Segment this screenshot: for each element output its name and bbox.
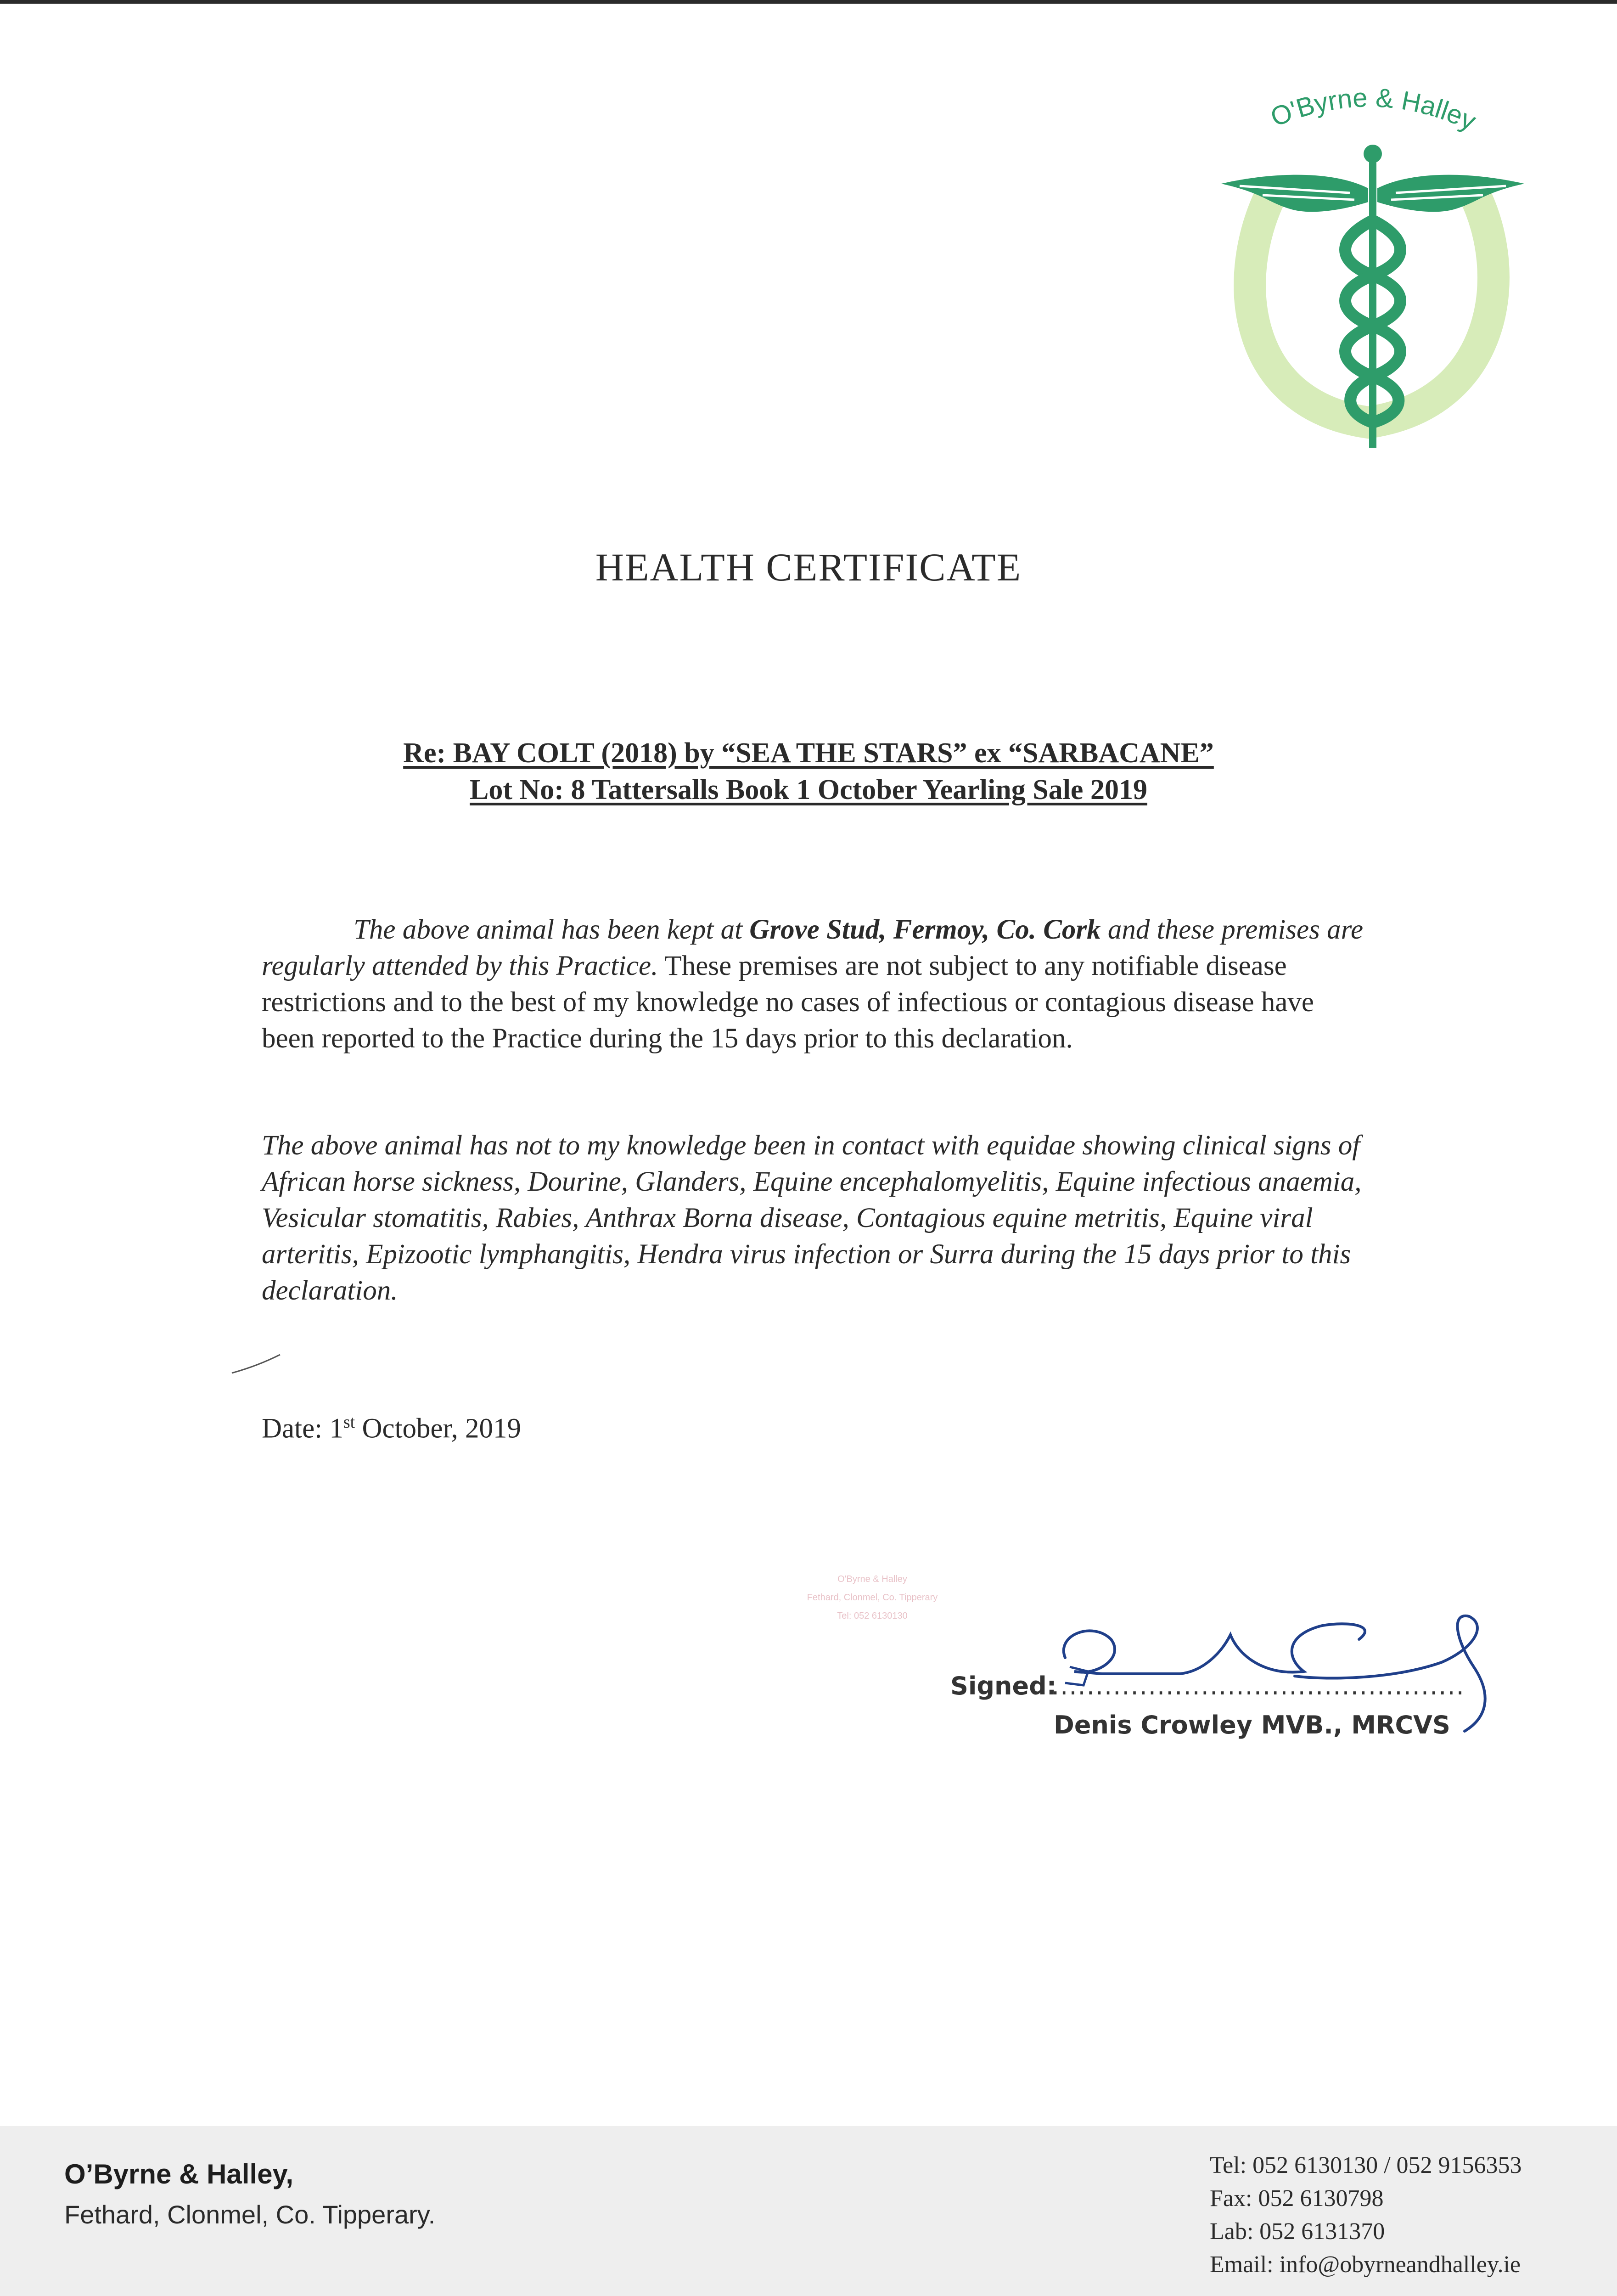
caduceus-logo-icon <box>1212 55 1533 459</box>
staff-shape <box>1369 154 1376 448</box>
footer-email: Email: info@obyrneandhalley.ie <box>1210 2251 1521 2278</box>
footer-contact <box>1210 2149 1522 2281</box>
footer-address: Fethard, Clonmel, Co. Tipperary. <box>64 2200 436 2229</box>
reference-horse: Re: BAY COLT (2018) by “SEA THE STARS” ex “SARBACANE” <box>403 737 1214 769</box>
pen-mark <box>230 1350 285 1378</box>
footer <box>0 2126 1617 2296</box>
premises-paragraph <box>262 912 1373 1057</box>
practice-logo <box>1212 55 1533 459</box>
declaration-date <box>262 1412 521 1445</box>
contact-paragraph: The above animal has not to my knowledge been in contact with equidae showing clinical signs of African horse sickness, Dourine, Glanders, Equine encephalomyelitis, Equine infectious anaemia, Vesicular stomatitis, Rabies, Anthrax Borna disease, Contagious equine metritis, Equine viral arteritis, Epizootic lymphangitis, Hendra virus infection or Surra during the 15 days prior to this declaration. <box>262 1130 1362 1306</box>
premises-place: Grove Stud, Fermoy, Co. Cork <box>749 914 1101 945</box>
stamp-line-2: Fethard, Clonmel, Co. Tipperary <box>807 1593 938 1603</box>
logo-text: O'Byrne & Halley <box>1266 83 1481 137</box>
signature-line: ............................................... <box>1051 1671 1465 1700</box>
signer-name: Denis Crowley MVB., MRCVS <box>1054 1711 1450 1739</box>
footer-fax: Fax: 052 6130798 <box>1210 2185 1384 2212</box>
date-suffix: st <box>343 1412 355 1432</box>
premises-text-b: and these premises are regularly attended by this Practice. <box>262 914 1364 981</box>
staff-knob <box>1364 145 1382 163</box>
premises-text-a: The above animal has been kept at <box>354 914 750 945</box>
signed-label: Signed: <box>950 1671 1057 1700</box>
reference-block <box>0 735 1617 808</box>
date-label: Date: 1 <box>262 1413 343 1444</box>
footer-company: O’Byrne & Halley, <box>64 2159 294 2189</box>
footer-lab: Lab: 052 6131370 <box>1210 2218 1385 2245</box>
reference-lot: Lot No: 8 Tattersalls Book 1 October Yearling Sale 2019 <box>470 774 1147 805</box>
date-rest: October, 2019 <box>355 1413 521 1444</box>
top-border <box>0 0 1617 4</box>
document-title: HEALTH CERTIFICATE <box>595 545 1022 589</box>
footer-tel: Tel: 052 6130130 / 052 9156353 <box>1210 2152 1522 2178</box>
practice-stamp <box>780 1566 964 1630</box>
stamp-line-1: O'Byrne & Halley <box>837 1574 907 1584</box>
stamp-line-3: Tel: 052 6130130 <box>837 1611 908 1621</box>
premises-text-rest: These premises are not subject to any notifiable disease restrictions and to the best of my knowledge no cases of infectious or contagious disease have been reported to the Practice during the 15 days prior to this declaration. <box>262 951 1314 1054</box>
